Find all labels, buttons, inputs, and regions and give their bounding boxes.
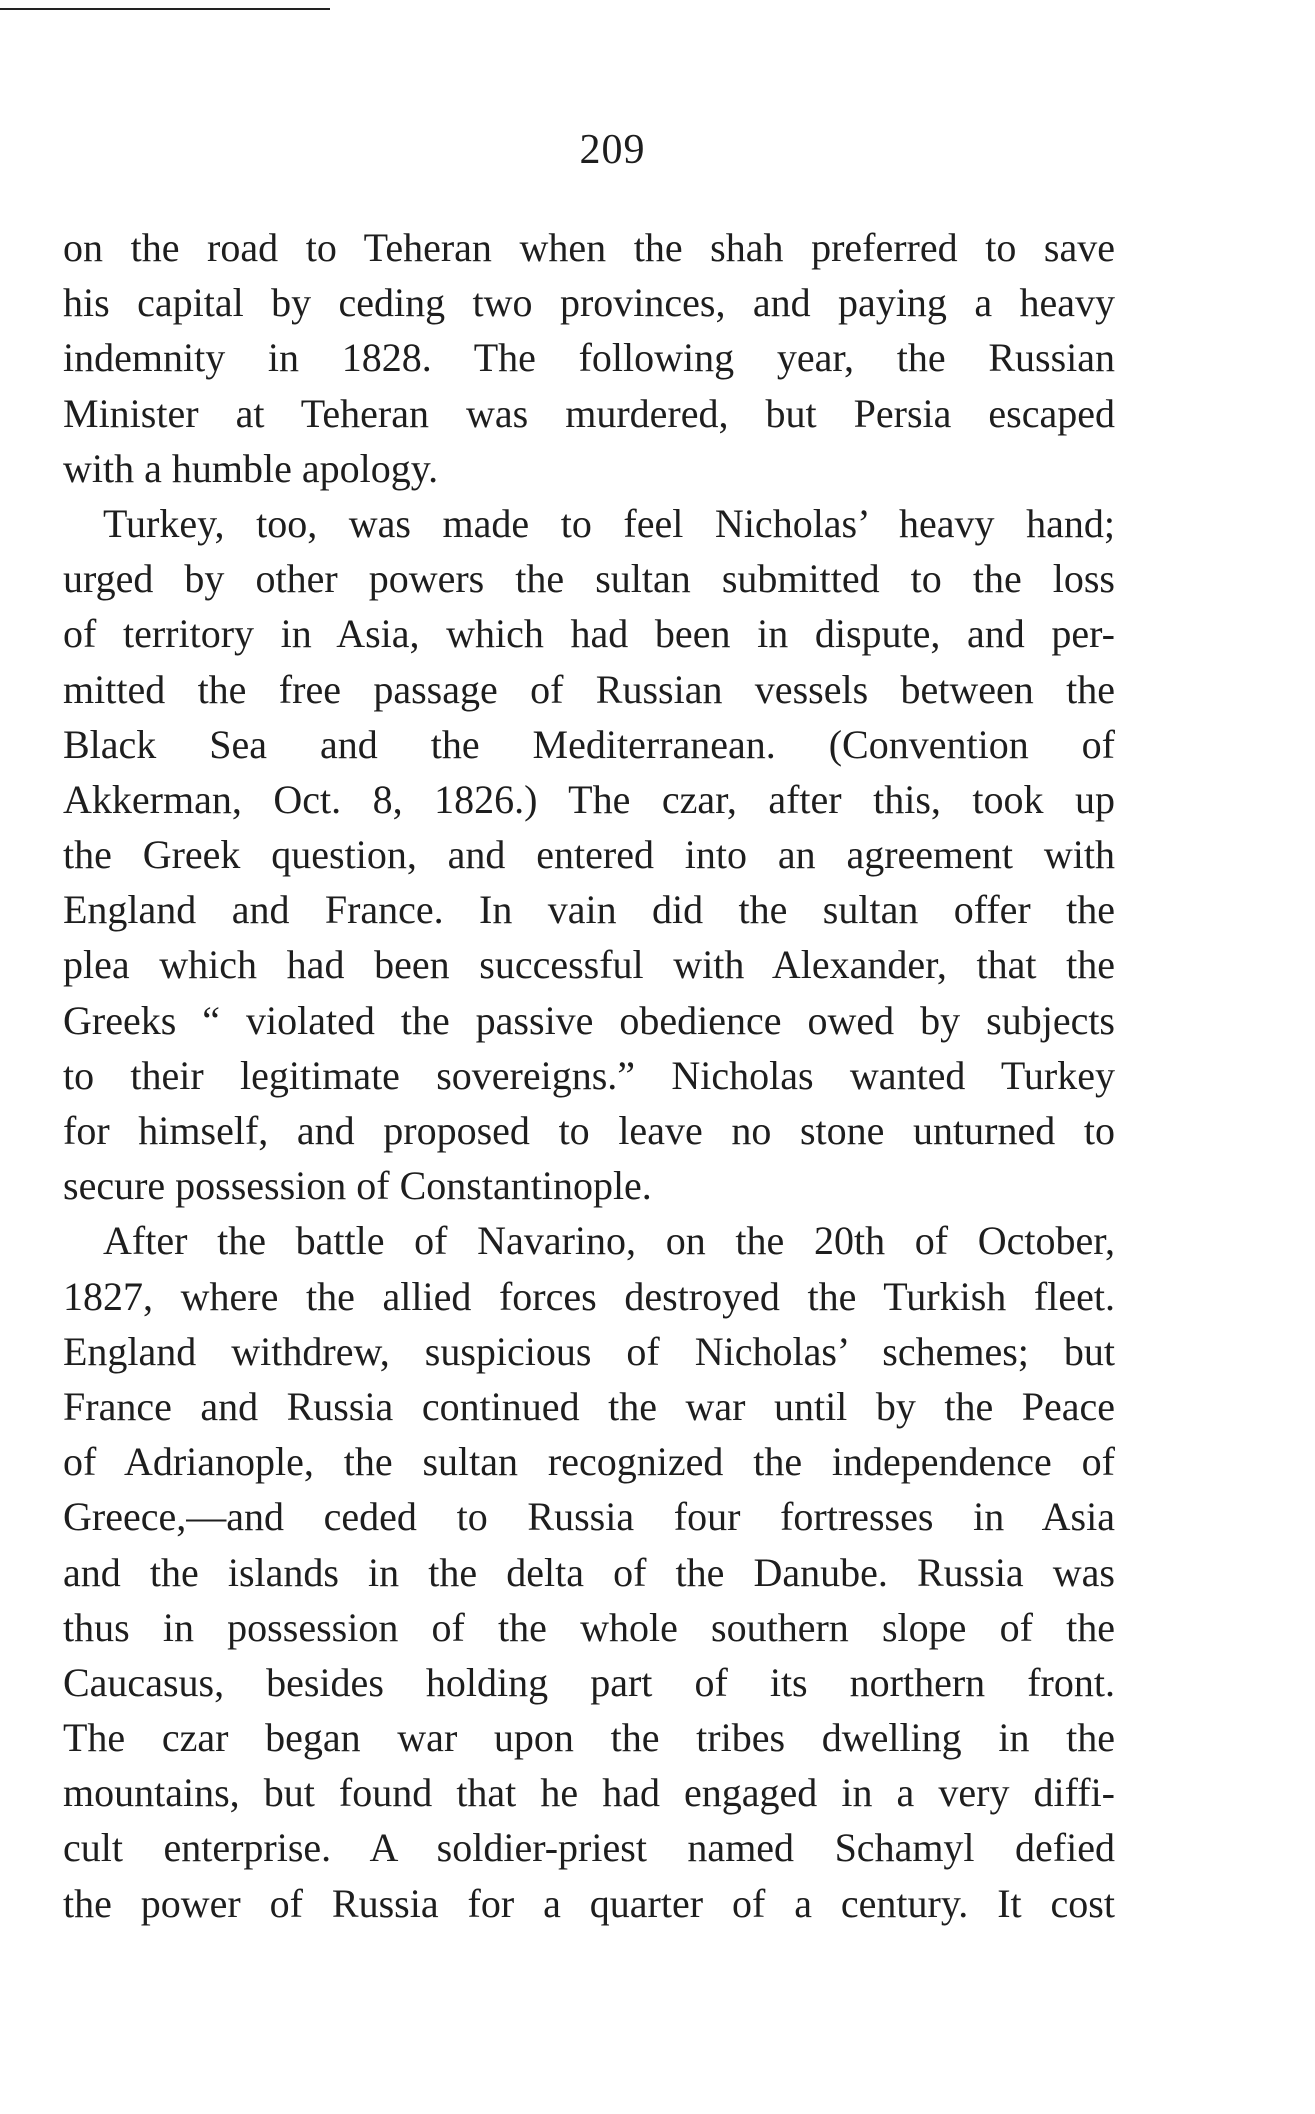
text-line: The czar began war upon the tribes dwelling in the <box>63 1715 1115 1761</box>
text-line: mitted the free passage of Russian vessels between the <box>63 666 1115 712</box>
text-line: Black Sea and the Mediterranean. (Convention of <box>63 721 1115 767</box>
text-line: Minister at Teheran was murdered, but Persia escaped <box>63 390 1115 436</box>
text-line: Akkerman, Oct. 8, 1826.) The czar, after this, took up <box>63 776 1115 822</box>
text-line: plea which had been successful with Alexander, that the <box>63 942 1115 988</box>
text-line: mountains, but found that he had engaged in a very diffi- <box>63 1770 1115 1816</box>
body-text <box>63 220 1115 1931</box>
text-line: the power of Russia for a quarter of a century. It cost <box>63 1880 1115 1926</box>
text-line: to their legitimate sovereigns.” Nicholas wanted Turkey <box>63 1052 1115 1098</box>
text-line: urged by other powers the sultan submitted to the loss <box>63 556 1115 602</box>
text-line: his capital by ceding two provinces, and paying a heavy <box>63 280 1115 326</box>
page-number: 209 <box>579 127 646 173</box>
text-line: 1827, where the allied forces destroyed the Turkish fleet. <box>63 1273 1115 1319</box>
text-line: of territory in Asia, which had been in dispute, and per- <box>63 611 1115 657</box>
text-line: and the islands in the delta of the Danube. Russia was <box>63 1549 1115 1595</box>
text-line: England withdrew, suspicious of Nicholas’ schemes; but <box>63 1328 1115 1374</box>
text-line: the Greek question, and entered into an agreement with <box>63 832 1115 878</box>
text-line: cult enterprise. A soldier-priest named Schamyl defied <box>63 1825 1115 1871</box>
text-line: England and France. In vain did the sultan offer the <box>63 887 1115 933</box>
text-line: Turkey, too, was made to feel Nicholas’ heavy hand; <box>103 500 1115 546</box>
text-line: of Adrianople, the sultan recognized the independence of <box>63 1439 1115 1485</box>
text-line: secure possession of Constantinople. <box>63 1163 652 1209</box>
text-line: France and Russia continued the war until by the Peace <box>63 1383 1115 1429</box>
text-line: with a humble apology. <box>63 445 439 491</box>
top-rule <box>0 8 330 10</box>
text-line: Caucasus, besides holding part of its northern front. <box>63 1659 1115 1705</box>
text-line: thus in possession of the whole southern slope of the <box>63 1604 1115 1650</box>
text-line: for himself, and proposed to leave no stone unturned to <box>63 1108 1115 1153</box>
text-line: on the road to Teheran when the shah preferred to save <box>63 225 1115 270</box>
text-line: After the battle of Navarino, on the 20th of October, <box>103 1218 1115 1264</box>
text-line: indemnity in 1828. The following year, the Russian <box>63 335 1115 381</box>
text-line: Greece,—and ceded to Russia four fortresses in Asia <box>63 1494 1115 1540</box>
text-line: Greeks “ violated the passive obedience owed by subjects <box>63 997 1115 1043</box>
